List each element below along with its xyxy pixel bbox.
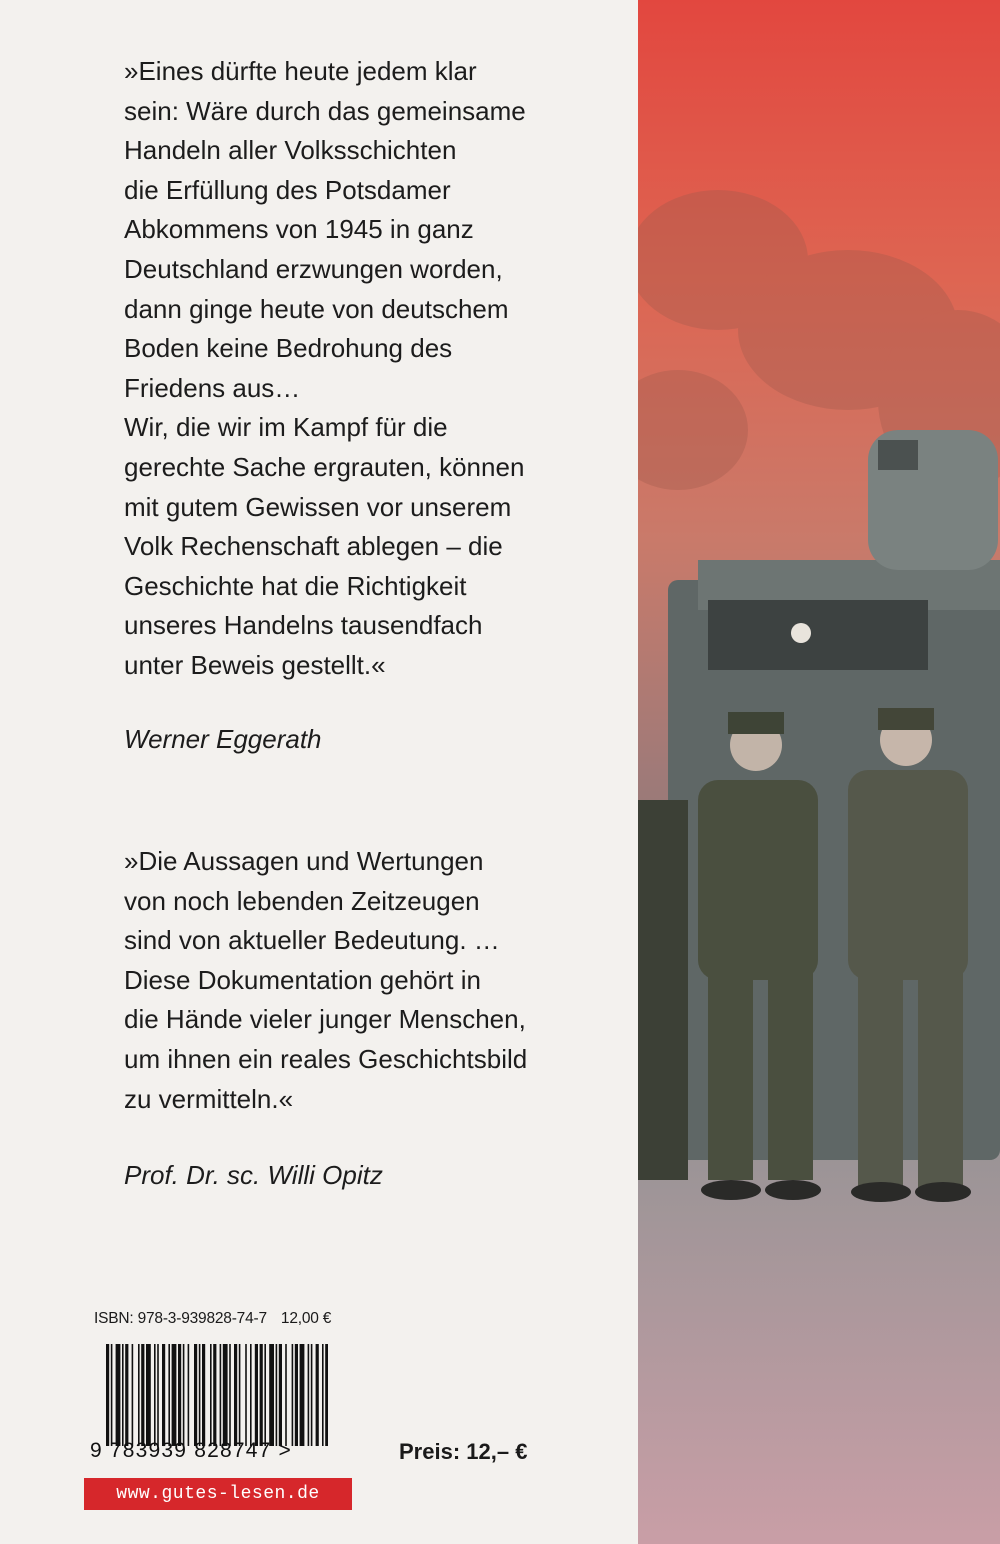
barcode-bar xyxy=(125,1344,128,1446)
barcode-bar xyxy=(260,1344,263,1446)
quote-opitz: »Die Aussagen und Wertungen von noch lebenden Zeitzeugen sind von aktueller Bedeutung. … Diese Dokumentation gehört in die Hände vieler junger Menschen, um ihnen ein reales Geschichtsbild zu vermitteln.« xyxy=(124,846,528,1114)
barcode-bar xyxy=(285,1344,287,1446)
barcode-bar xyxy=(229,1344,231,1446)
barcode-bar xyxy=(157,1344,159,1446)
barcode-bar xyxy=(300,1344,305,1446)
barcode-bar xyxy=(220,1344,222,1446)
price-label: Preis: 12,– € xyxy=(399,1439,528,1464)
barcode-bar xyxy=(245,1344,247,1446)
cover-photo xyxy=(638,0,1000,1544)
barcode-bar xyxy=(111,1344,113,1446)
quote-eggerath: »Eines dürfte heute jedem klar sein: Wäre durch das gemeinsame Handeln aller Volksschichten die Erfüllung des Potsdamer Abkommens von 1945 in ganz Deutschland erzwungen worden, dann ginge heute von deutschem Boden keine Bedrohung des Friedens aus… Wir, die wir im Kampf für die gerechte Sache ergrauten, können mit gutem Gewissen vor unserem Volk Rechenschaft ablegen – die Geschichte hat die Richtigkeit unseres Handelns tausendfach unter Beweis gestellt.« xyxy=(124,56,526,680)
barcode-bar xyxy=(279,1344,282,1446)
barcode-digits: 9 783939 828747 > xyxy=(90,1439,292,1462)
barcode-bar xyxy=(199,1344,201,1446)
barcode-bar xyxy=(132,1344,134,1446)
isbn-price: 12,00 € xyxy=(280,1310,332,1327)
barcode xyxy=(90,1338,350,1472)
barcode-bar xyxy=(295,1344,298,1446)
isbn-line xyxy=(94,1310,331,1328)
barcode-bar xyxy=(234,1344,237,1446)
barcode-bar xyxy=(154,1344,156,1446)
barcode-bars xyxy=(106,1344,328,1446)
barcode-bar xyxy=(239,1344,241,1446)
barcode-bar xyxy=(202,1344,205,1446)
barcode-bar xyxy=(194,1344,197,1446)
barcode-bar xyxy=(325,1344,328,1446)
barcode-bar xyxy=(146,1344,151,1446)
isbn-number: ISBN: 978-3-939828-74-7 xyxy=(94,1310,267,1327)
quote-author-eggerath: Werner Eggerath xyxy=(124,724,322,754)
barcode-bar xyxy=(316,1344,319,1446)
barcode-bar xyxy=(172,1344,177,1446)
barcode-bar xyxy=(178,1344,181,1446)
barcode-bar xyxy=(183,1344,185,1446)
quote-author-opitz: Prof. Dr. sc. Willi Opitz xyxy=(124,1160,383,1190)
barcode-bar xyxy=(106,1344,109,1446)
barcode-bar xyxy=(162,1344,165,1446)
barcode-bar xyxy=(116,1344,121,1446)
barcode-bar xyxy=(311,1344,313,1446)
barcode-bar xyxy=(276,1344,278,1446)
barcode-bar xyxy=(292,1344,294,1446)
barcode-bar xyxy=(188,1344,190,1446)
barcode-bar xyxy=(141,1344,144,1446)
barcode-bar xyxy=(322,1344,324,1446)
website-badge[interactable]: www.gutes-lesen.de xyxy=(84,1478,352,1510)
barcode-bar xyxy=(210,1344,212,1446)
barcode-bar xyxy=(138,1344,140,1446)
barcode-bar xyxy=(168,1344,170,1446)
barcode-bar xyxy=(308,1344,310,1446)
cover-photo-image xyxy=(638,0,1000,1544)
barcode-bar xyxy=(122,1344,124,1446)
barcode-bar xyxy=(223,1344,228,1446)
barcode-bar xyxy=(255,1344,258,1446)
barcode-bar xyxy=(213,1344,216,1446)
barcode-bar xyxy=(250,1344,252,1446)
barcode-bar xyxy=(264,1344,266,1446)
barcode-bar xyxy=(269,1344,274,1446)
